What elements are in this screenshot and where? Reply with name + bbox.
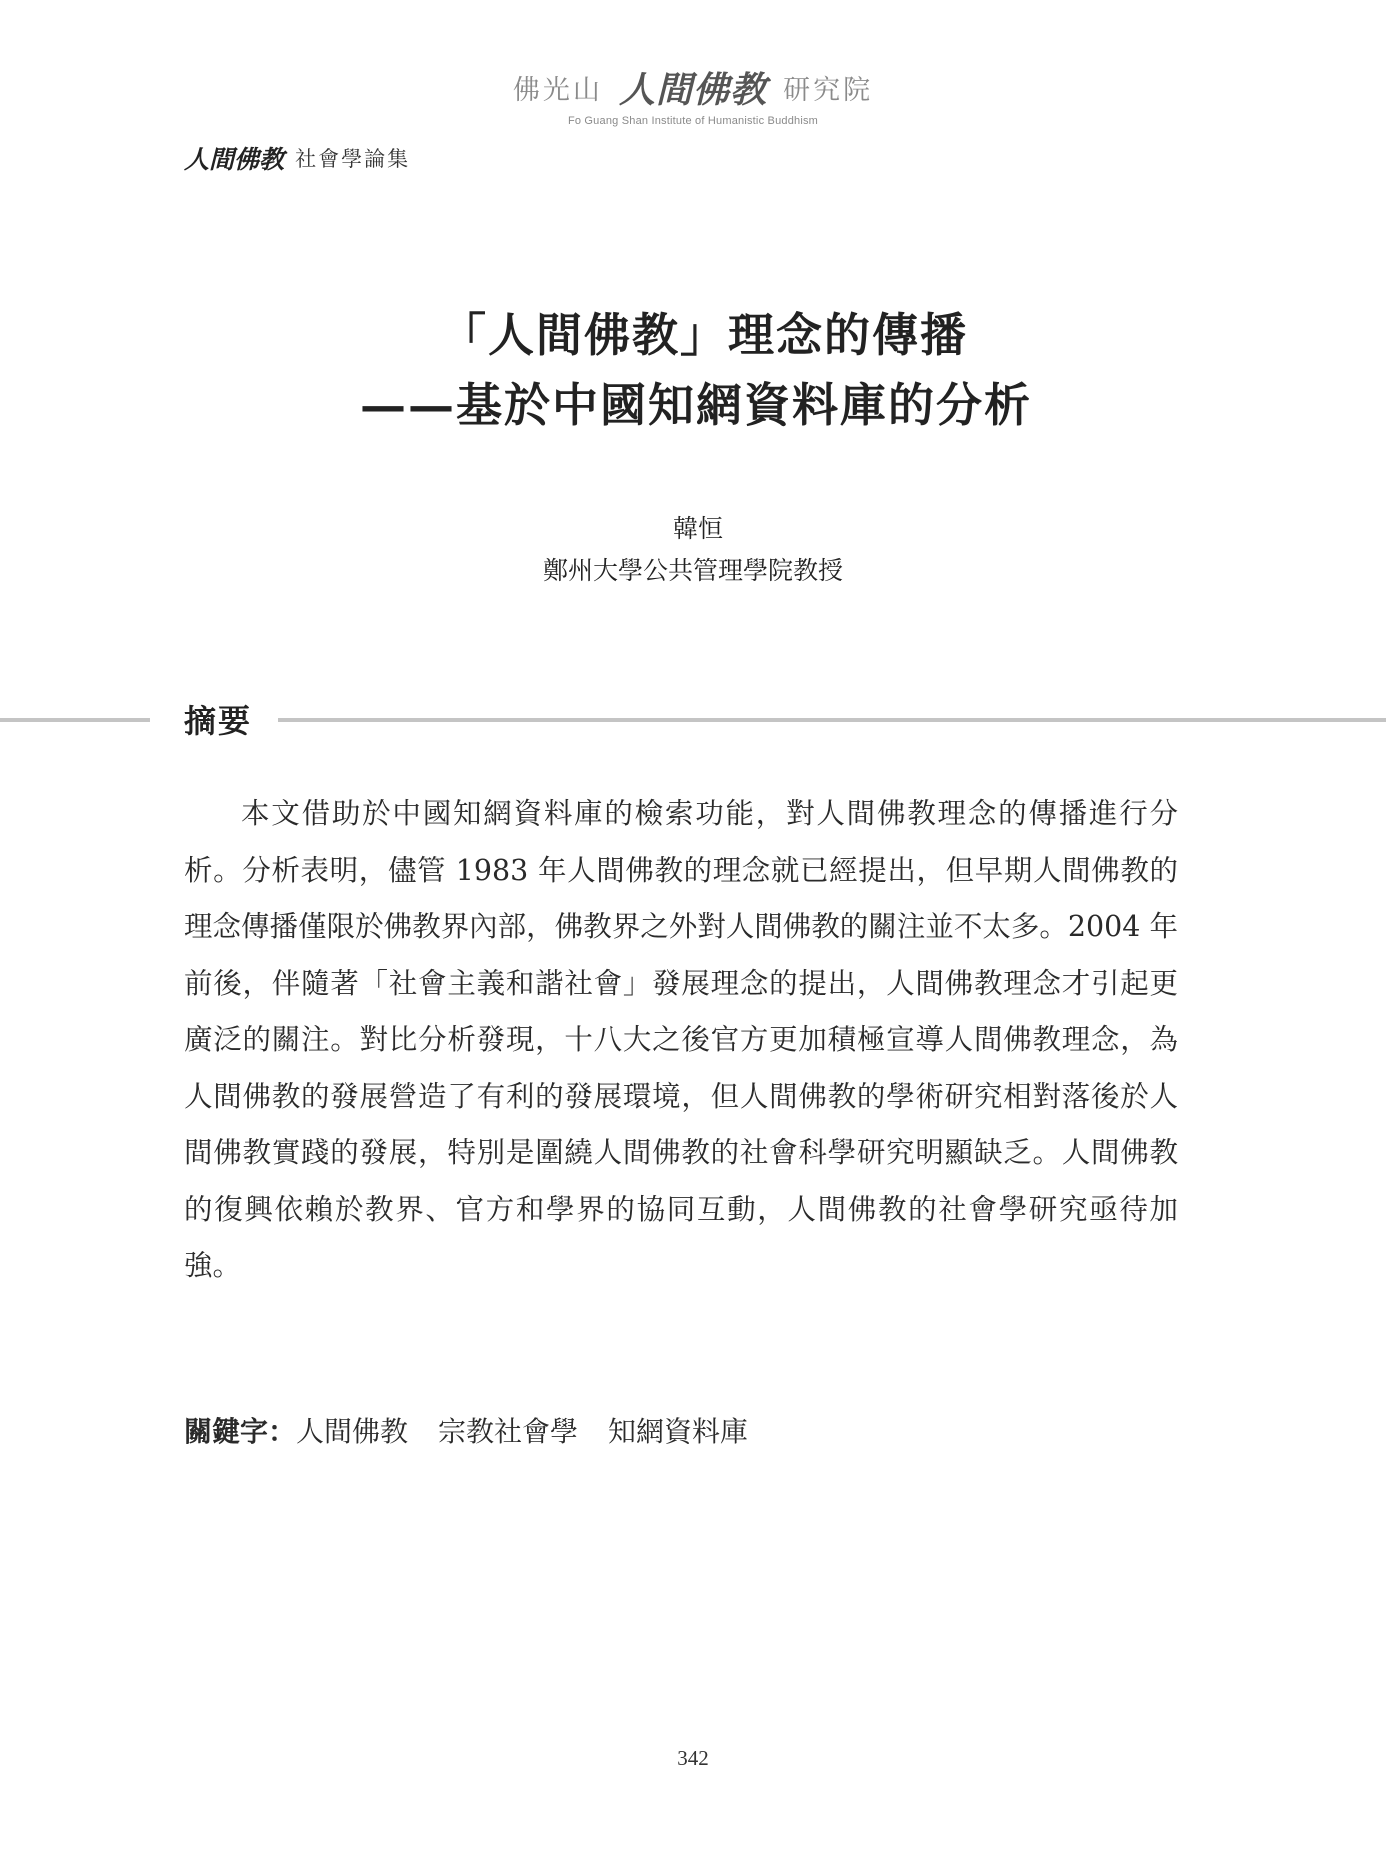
keywords-label: 關鍵字： (184, 1415, 297, 1448)
title-line-2: ——基於中國知網資料庫的分析 (360, 378, 1032, 432)
abstract-body: 本文借助於中國知網資料庫的檢索功能，對人間佛教理念的傳播進行分析。分析表明，儘管 1983 年人間佛教的理念就已經提出，但早期人間佛教的理念傳播僅限於佛教界內部，佛教界之外對人間佛教的關注並不太多。2004 年前後，伴隨著「社會主義和諧社會」發展理念的提出，人間佛教理念才引起更廣泛的關注。對比分析發現，十八大之後官方更加積極宣導人間佛教理念，為人間佛教的發展營造了有利的發展環境，但人間佛教的學術研究相對落後於人間佛教實踐的發展，特別是圍繞人間佛教的社會科學研究明顯缺乏。人間佛教的復興依賴於教界、官方和學界的協同互動，人間佛教的社會學研究亟待加強。 (184, 797, 1178, 1282)
running-head-series: 社會學論集 (295, 147, 411, 171)
author-affiliation: 鄭州大學公共管理學院教授 (542, 556, 843, 585)
running-head (184, 140, 410, 176)
title-line-1: 「人間佛教」理念的傳播 (440, 308, 968, 362)
institute-brand: 人間佛教 (618, 69, 767, 111)
keyword-item: 知網資料庫 (608, 1415, 749, 1448)
running-head-brand: 人間佛教 (184, 145, 285, 174)
author-name: 韓恒 (672, 514, 723, 543)
paper-title (0, 300, 1386, 440)
abstract-heading: 摘要 (184, 702, 253, 740)
institute-english-name: Fo Guang Shan Institute of Humanistic Buddhism (567, 115, 819, 127)
abstract-heading-row (0, 694, 1386, 744)
institute-header (0, 62, 1386, 127)
divider-left (0, 718, 150, 722)
institute-prefix: 佛光山 (512, 75, 603, 106)
keyword-item: 宗教社會學 (438, 1415, 579, 1448)
page-number: 342 (677, 1746, 709, 1770)
institute-suffix: 研究院 (783, 75, 874, 106)
author-block (0, 508, 1386, 592)
keyword-item: 人間佛教 (296, 1415, 409, 1448)
divider-right (278, 718, 1386, 722)
keywords (184, 1410, 778, 1450)
institute-logo (513, 62, 873, 113)
